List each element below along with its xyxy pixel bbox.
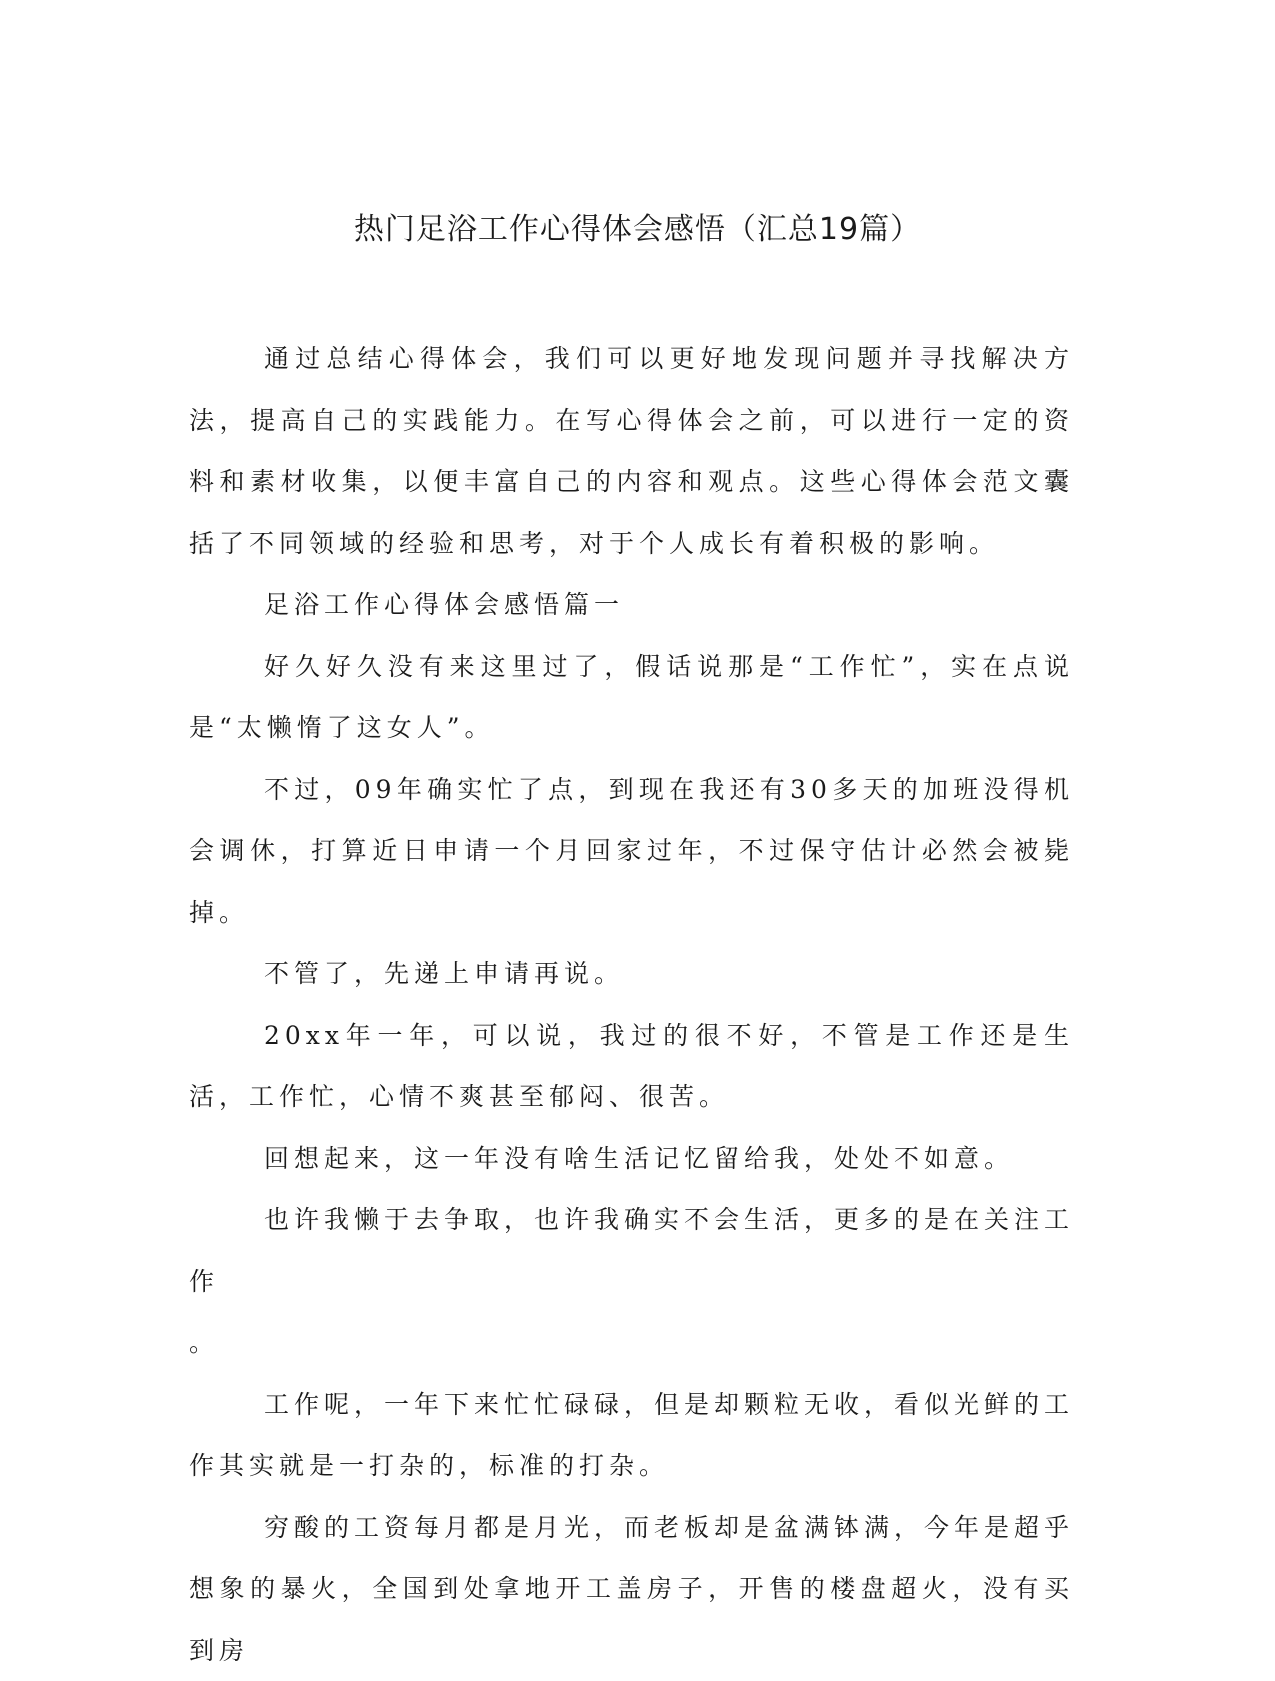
paragraph: 工作呢，一年下来忙忙碌碌，但是却颗粒无收，看似光鲜的工作其实就是一打杂的，标准的打杂。 <box>189 1374 1074 1497</box>
document-body <box>189 328 1074 1681</box>
paragraph: 不过，09年确实忙了点，到现在我还有30多天的加班没得机会调休，打算近日申请一个月回家过年，不过保守估计必然会被毙掉。 <box>189 759 1074 944</box>
paragraph: 穷酸的工资每月都是月光，而老板却是盆满钵满，今年是超乎想象的暴火，全国到处拿地开工盖房子，开售的楼盘超火，没有买到房 <box>189 1497 1074 1681</box>
paragraph: 20xx年一年，可以说，我过的很不好，不管是工作还是生活，工作忙，心情不爽甚至郁闷、很苦。 <box>189 1005 1074 1128</box>
paragraph: 回想起来，这一年没有啥生活记忆留给我，处处不如意。 <box>189 1128 1074 1190</box>
paragraph-continuation: 。 <box>189 1312 1074 1374</box>
document-title: 热门足浴工作心得体会感悟（汇总19篇） <box>0 208 1275 252</box>
paragraph: 不管了，先递上申请再说。 <box>189 943 1074 1005</box>
paragraph: 也许我懒于去争取，也许我确实不会生活，更多的是在关注工作 <box>189 1189 1074 1312</box>
paragraph: 好久好久没有来这里过了，假话说那是“工作忙”，实在点说是“太懒惰了这女人”。 <box>189 636 1074 759</box>
section-heading: 足浴工作心得体会感悟篇一 <box>189 574 1074 636</box>
paragraph-intro: 通过总结心得体会，我们可以更好地发现问题并寻找解决方法，提高自己的实践能力。在写心得体会之前，可以进行一定的资料和素材收集，以便丰富自己的内容和观点。这些心得体会范文囊括了不同领域的经验和思考，对于个人成长有着积极的影响。 <box>189 328 1074 574</box>
